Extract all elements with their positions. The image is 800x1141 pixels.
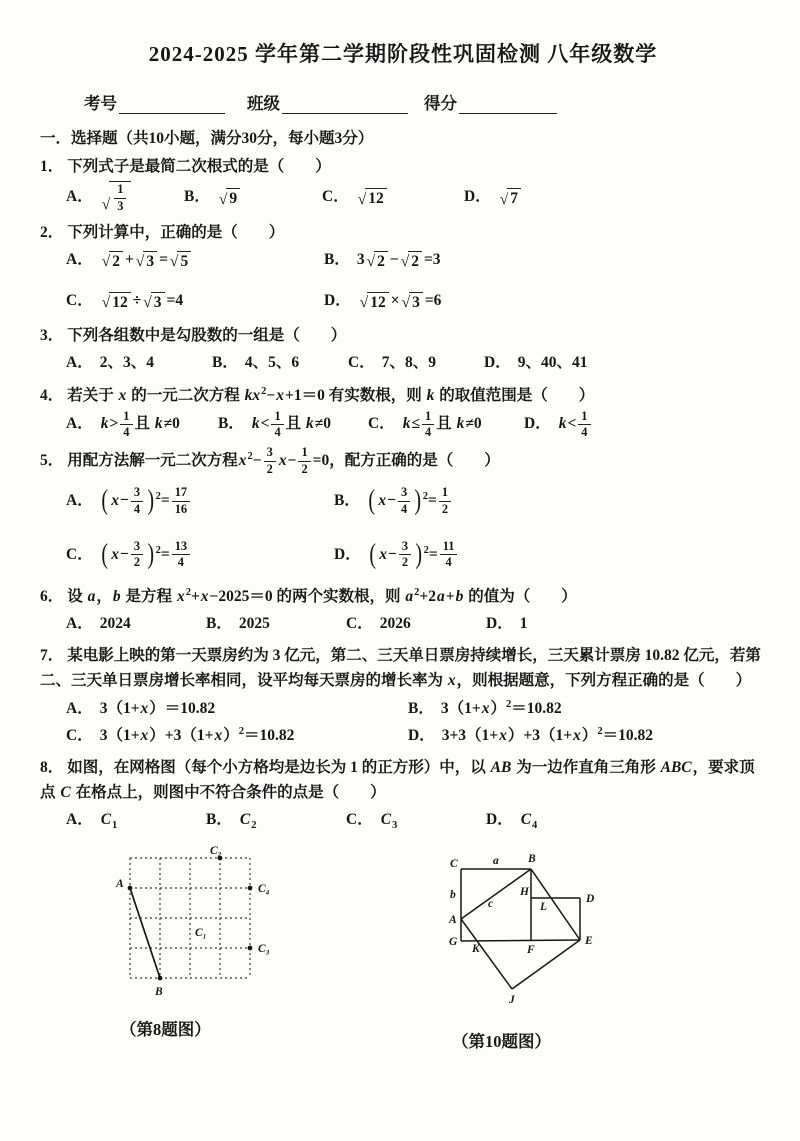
student-info-line — [84, 90, 766, 114]
point-label-A: A — [116, 878, 124, 891]
point-label-F: F — [527, 944, 535, 957]
question-8-stem: 8． 如图，在网格图（每个小方格均是边长为 1 的正方形）中，以 AB 为一边作直角三角形 ABC，要求顶点 C 在格点上，则图中不符合条件的点是（ ） — [40, 758, 755, 802]
question-4-options — [40, 410, 766, 440]
question-8-options — [40, 807, 766, 834]
option-item: C． $C_3$ — [346, 811, 398, 832]
question-2-options — [40, 247, 766, 313]
option-item: A． ( x− $\frac{3}{4}$ ) $^2$= $\frac{17}{16}$ — [66, 486, 334, 516]
class-blank — [282, 97, 408, 114]
option-item: A． 2024 — [66, 615, 131, 633]
question-6-options — [40, 611, 766, 636]
option-item: D． 1 — [486, 615, 528, 633]
question-4-stem: 4． 若关于 x 的一元二次方程 $kx^2-x+1=0$ 有实数根，则 k 的取值范围是（ ） — [40, 385, 595, 404]
point-label-L: L — [540, 901, 548, 914]
option-item: C． √ 12 — [322, 184, 464, 209]
point-label-A: A — [449, 914, 457, 927]
option-item: B． 2025 — [206, 615, 270, 633]
option-item: C． k≤ $\frac{1}{4}$ 且 k≠0 — [368, 408, 482, 440]
edge-label-b: b — [450, 889, 456, 902]
option-item: B． 3 √ 2 − √ 2 =3 — [324, 251, 441, 271]
option-item: D． $C_4$ — [486, 811, 538, 832]
point-label-H: H — [520, 886, 529, 899]
question-1 — [40, 154, 766, 213]
point-label-C4: C₄ — [258, 883, 270, 896]
score-label: 得分 — [424, 94, 457, 113]
option-item: C． 7、8、9 — [348, 354, 436, 372]
option-item: C． ( x− $\frac{3}{2}$ ) $^2$= $\frac{13}{4}$ — [66, 540, 334, 570]
exam-number-blank — [119, 97, 225, 114]
figure-question-10 — [416, 844, 630, 1052]
point-label-K: K — [472, 943, 480, 956]
option-item: A． 3（1+x）＝10.82 — [66, 699, 216, 717]
option-item: B． ( x− $\frac{3}{4}$ ) $^2$= $\frac{1}{2}$ — [334, 486, 766, 516]
question-2-stem: 2． 下列计算中，正确的是（ ） — [40, 223, 285, 241]
point-label-C3: C₃ — [258, 943, 270, 956]
page-title: 2024-2025 学年第二学期阶段性巩固检测 八年级数学 — [148, 42, 658, 66]
option-item: D． $3+3(1+x)+3(1+x)^2=10.82$ — [408, 725, 653, 744]
point-label-C1: C₁ — [195, 927, 207, 940]
option-item: A． $C_1$ — [66, 811, 118, 832]
option-item: C． 2026 — [346, 615, 411, 633]
option-item: C． $3(1+x)+3(1+x)^2=10.82$ — [66, 725, 295, 744]
option-item: A． 2、3、4 — [66, 354, 154, 372]
section-heading: 一．选择题（共10小题，满分30分，每小题3分） — [40, 130, 374, 147]
figure-question-8 — [92, 844, 320, 1052]
question-3-stem: 3． 下列各组数中是勾股数的一组是（ ） — [40, 327, 347, 345]
question-7-options — [40, 695, 766, 748]
point-label-G: G — [449, 936, 458, 949]
option-item: C． √ 12 ÷ √ 3 =4 — [66, 292, 184, 312]
edge-label-a: a — [493, 855, 499, 868]
question-4 — [40, 382, 766, 439]
edge-label-c: c — [488, 898, 494, 911]
option-item: D． √ 7 — [464, 184, 766, 209]
figure-10-caption: （第10题图） — [452, 1032, 551, 1052]
option-item: B． $3(1+x)^2=10.82$ — [408, 698, 562, 717]
question-6 — [40, 584, 766, 636]
exam-number-label: 考号 — [84, 94, 117, 113]
option-item: B． √ 9 — [184, 184, 322, 209]
figure-8-caption: （第8题图） — [120, 1020, 211, 1040]
class-label: 班级 — [247, 94, 280, 113]
score-blank — [459, 97, 557, 114]
point-label-B: B — [155, 986, 163, 999]
question-7-stem: 7． 某电影上映的第一天票房约为 3 亿元，第二、三天单日票房持续增长，三天累计票房 10.82 亿元，若第二、三天单日票房增长率相同，设平均每天票房的增长率为 x，则根据题意，下列方程正确的是（ ） — [40, 647, 761, 690]
option-item: D． 9、40、41 — [484, 354, 588, 372]
point-label-E: E — [585, 935, 593, 948]
option-item: D． √ 12 × √ 3 =6 — [324, 292, 442, 312]
point-label-B: B — [528, 853, 536, 866]
question-5-options — [40, 486, 766, 570]
option-item: D． k< $\frac{1}{4}$ — [524, 410, 766, 440]
question-1-options — [40, 181, 766, 213]
figures-row — [92, 844, 766, 1052]
pythagorean-figure-svg — [416, 844, 630, 1016]
question-5-stem: 5． 用配方法解一元二次方程$x^2-$ $\frac{3}{2}$ x− $\frac{1}{2}$ =0，配方正确的是（ ） — [40, 445, 500, 476]
option-item: B． 4、5、6 — [212, 354, 300, 372]
question-2 — [40, 220, 766, 313]
question-7 — [40, 643, 766, 748]
option-item: A． k> $\frac{1}{4}$ 且 k≠0 — [66, 408, 180, 440]
question-6-stem: 6． 设 a，b 是方程 $x^2+x-2025=0$ 的两个实数根，则 $a^2+2a+b$ 的值为（ ） — [40, 586, 577, 605]
option-item: A． √ 2 + √ 3 = √ 5 — [66, 247, 324, 272]
question-3 — [40, 323, 766, 375]
option-item: B． $C_2$ — [206, 811, 257, 832]
point-label-C2: C₂ — [210, 845, 222, 858]
question-1-stem: 1． 下列式子是最简二次根式的是（ ） — [40, 158, 331, 175]
option-item: D． ( x− $\frac{3}{2}$ ) $^2$= $\frac{11}{4}$ — [334, 540, 766, 570]
question-5 — [40, 446, 766, 569]
point-label-D: D — [586, 893, 595, 906]
grid-figure-svg — [92, 844, 320, 1004]
option-item: A． √ $\frac{1}{3}$ — [66, 181, 184, 213]
question-8 — [40, 755, 766, 834]
point-label-J: J — [509, 994, 515, 1007]
option-item: B． k< $\frac{1}{4}$ 且 k≠0 — [218, 408, 332, 440]
point-label-C: C — [450, 858, 458, 871]
question-3-options — [40, 350, 766, 375]
